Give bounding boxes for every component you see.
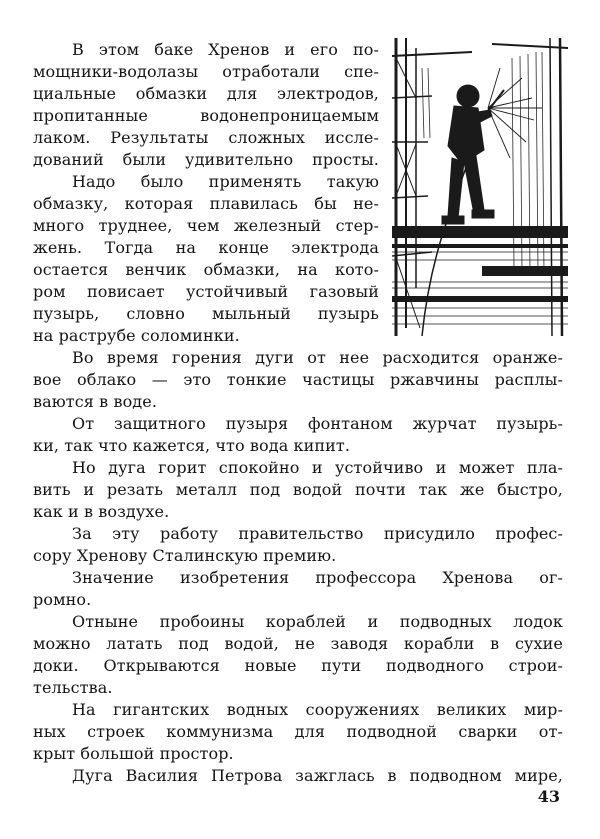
text-line: можно латать под водой, не заводя корабли в сухие <box>33 634 563 653</box>
text-line: на раструбе соломинки. <box>33 326 240 345</box>
text-line: вить и резать металл под водой почти так же быстро, <box>33 480 563 499</box>
text-line: доки. Открываются новые пути подводного строи- <box>33 656 563 675</box>
diver-welding-illustration <box>392 38 568 336</box>
text-line: циальные обмазки для электродов, <box>33 84 379 103</box>
text-line: Дуга Василия Петрова зажглась в подводном мире, <box>72 766 563 785</box>
text-line: много труднее, чем железный стер- <box>33 216 379 235</box>
text-line: мощники-водолазы отработали спе- <box>33 62 379 81</box>
text-line: пузырь, словно мыльный пузырь <box>33 304 379 323</box>
text-line: Но дуга горит спокойно и устойчиво и может пла- <box>72 458 563 477</box>
text-line: ных строек коммунизма для подводной сварки от- <box>33 722 563 741</box>
text-line: За эту работу правительство присудило профес- <box>72 524 563 543</box>
text-line: Надо было применять такую <box>72 172 379 191</box>
text-line: В этом баке Хренов и его по- <box>72 40 379 59</box>
text-line: лаком. Результаты сложных иссле- <box>33 128 379 147</box>
text-line: ваются в воде. <box>33 392 158 411</box>
text-line: как и в воздухе. <box>33 502 170 521</box>
text-line: Во время горения дуги от нее расходится оранже- <box>72 348 563 367</box>
text-line: обмазку, которая плавилась бы не- <box>33 194 379 213</box>
text-line: жень. Тогда на конце электрода <box>33 238 379 257</box>
text-line: Значение изобретения профессора Хренова ог- <box>72 568 563 587</box>
text-line: На гигантских водных сооружениях великих мир- <box>72 700 563 719</box>
text-line: вое облако — это тонкие частицы ржавчины расплы- <box>33 370 563 389</box>
text-line: дований были удивительно просты. <box>33 150 379 169</box>
text-line: остается венчик обмазки, на кото- <box>33 260 379 279</box>
text-line: ром повисает устойчивый газовый <box>33 282 379 301</box>
text-line: ки, так что кажется, что вода кипит. <box>33 436 351 455</box>
text-line: пропитанные водонепроницаемым <box>33 106 379 125</box>
text-line: тельства. <box>33 678 113 697</box>
text-line: ромно. <box>33 590 92 609</box>
text-line: Отныне пробоины кораблей и подводных лодок <box>72 612 563 631</box>
page-number: 43 <box>537 787 560 806</box>
text-line: От защитного пузыря фонтаном журчат пузырь- <box>72 414 563 433</box>
text-line: сору Хренову Сталинскую премию. <box>33 546 337 565</box>
text-line: крыт большой простор. <box>33 744 234 763</box>
